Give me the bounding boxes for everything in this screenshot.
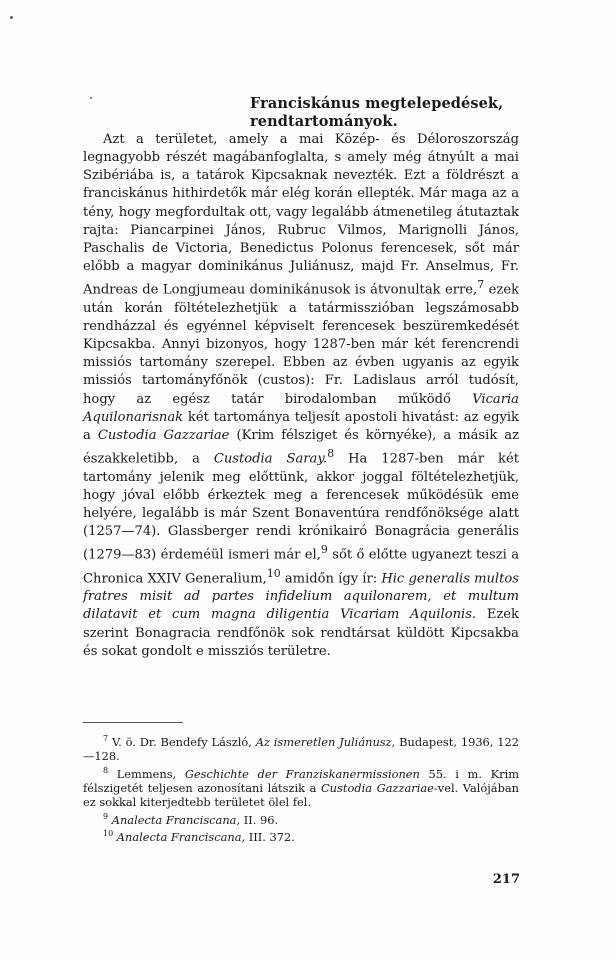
footnote-separator bbox=[83, 722, 183, 723]
scan-speck bbox=[90, 97, 92, 99]
text-run: Ha 1287-ben már két tartomány jelenik meg előttünk, akkor joggal föltételezhetjük, hogy jóval előbb érkeztek meg a ferencesek működésük eme helyére, legalább is már Szent Bonaventúra rendfőnöksége alatt (1257—74). Glassberger rendi krónikairó Bonagrácia generális (1279—83) érdeméül ismeri már el, bbox=[83, 451, 519, 563]
footnote-number: 7 bbox=[103, 734, 109, 743]
text-run: sőt ő előtte ugyanezt teszi a Chronica XXIV Generalium, bbox=[83, 547, 520, 587]
footnote-8 bbox=[83, 764, 519, 810]
footnote-number: 9 bbox=[103, 811, 109, 821]
footnote-title: Analecta Franciscana, bbox=[113, 829, 246, 844]
footnote-ref-9[interactable]: 9 bbox=[320, 543, 328, 557]
page-number: 217 bbox=[492, 872, 520, 887]
italic-term: Vicaria Aquilonarisnak bbox=[83, 391, 519, 425]
footnote-text: V. ö. Dr. Bendefy László, bbox=[108, 734, 256, 749]
footnote-text: Lemmens, bbox=[108, 766, 185, 781]
footnote-title: Analecta Franciscana, bbox=[108, 812, 241, 827]
footnote-ref-7[interactable]: 7 bbox=[477, 278, 485, 292]
footnote-text: Budapest, 1936, 122—128. bbox=[83, 734, 520, 764]
footnotes bbox=[83, 732, 519, 844]
latin-quote: Hic generalis multos fratres misit ad partes infidelium aquilonarem, et multum dilatavit et cum magna diligentia Vicariam Aquilonis. bbox=[83, 571, 519, 623]
text-run: Ezek szerint Bonagracia rendfőnök sok rendtársat küldött Kipcsakba és sokat gondolt e missziós területre. bbox=[83, 607, 519, 659]
text-run: Azt a területet, amely a mai Közép- és Déloroszország legnagyobb részét magábanfoglalta, s amely még átnyúlt a mai Szibériába is, a tatárok Kipcsaknak nevezték. Ezt a földrészt a franciskánus hithirdetők már elég korán ellepték. Már maga az a tény, hogy megfordultak ott, vagy legalább átmenetileg átutaztak rajta: Piancarpinei János, Rubruc Vilmos, Marignolli János, Paschalis de Victoria, Benedictus Polonus ferencesek, sőt már előbb a magyar dominikánus Juliánusz, majd Fr. Anselmus, Fr. Andreas de Longjumeau dominikánusok is átvonultak erre, bbox=[83, 132, 519, 298]
heading-line-2: rendtartományok. bbox=[250, 113, 398, 130]
footnote-number: 8 bbox=[103, 765, 109, 775]
footnote-ref-8[interactable]: 8 bbox=[327, 447, 335, 461]
footnote-7 bbox=[83, 732, 519, 764]
footnote-9 bbox=[83, 810, 519, 827]
footnote-text: II. 96. bbox=[240, 812, 279, 827]
footnote-text: -vel. Valójában ez sokkal kiterjedtebb területet ölel fel. bbox=[83, 780, 520, 810]
text-run: (Krim félsziget és környéke), a másik az északkeletibb, a bbox=[83, 427, 519, 467]
main-paragraph bbox=[83, 131, 519, 661]
italic-term: Custodia Gazzariae bbox=[97, 427, 230, 443]
text-run: amidőn így ír: bbox=[280, 571, 382, 587]
footnote-number: 10 bbox=[103, 828, 114, 838]
footnote-ref-10[interactable]: 10 bbox=[266, 566, 281, 580]
section-heading bbox=[250, 95, 520, 131]
text-run: két tartománya teljesít apostoli hivatást: az egyik a bbox=[83, 409, 519, 443]
text-run: ezek után korán föltételezhetjük a tatármisszióban legszámosabb rendházzal és egyénnel képviselt ferencesek beszüremkedését Kipcsakba. Annyi bizonyos, hogy 1287-ben már két ferencrendi missiós tartomány szerepel. Ebben az évben ugyanis az egyik missiós tartományfőnök (custos): Fr. Ladislaus arról tudósít, hogy az egész tatár birodalomban működő bbox=[83, 282, 519, 407]
heading-line-1: Franciskánus megtelepedések, bbox=[250, 95, 504, 112]
scan-speck bbox=[10, 16, 13, 19]
footnote-title: Custodia Gazzariae bbox=[320, 780, 434, 795]
footnote-title: Az ismeretlen Juliánusz, bbox=[255, 734, 396, 749]
footnote-10 bbox=[83, 827, 519, 844]
italic-term: Custodia Saray. bbox=[213, 451, 328, 467]
footnote-title: Geschichte der Franziskanermissionen bbox=[184, 766, 420, 781]
footnote-text: 55. i m. Krim félszigetét teljesen azonosítani látszik a bbox=[83, 766, 520, 795]
footnote-text: III. 372. bbox=[245, 829, 295, 844]
